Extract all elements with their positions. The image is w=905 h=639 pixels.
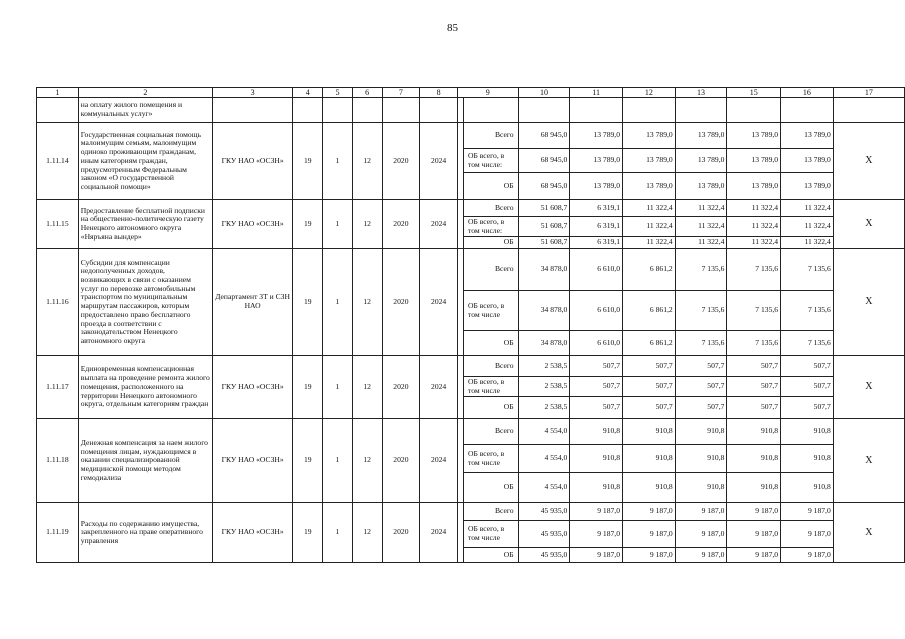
empty-cell [37,98,79,123]
amount-cell: 13 789,0 [781,123,834,149]
header-cell: 5 [323,88,353,98]
amount-cell: 13 789,0 [781,149,834,173]
item-name-cell: Расходы по содержанию имущества, закрепленного на праве оперативного управления [78,503,212,563]
funding-source-label: Всего [494,202,514,212]
col5-cell: 1 [323,356,353,419]
amount-cell: 7 135,6 [675,291,727,331]
amount-cell: 9 187,0 [675,548,727,563]
empty-cell [293,98,323,123]
amount-cell: 9 187,0 [623,521,676,548]
amount-cell: 507,7 [623,356,676,377]
amount-cell: 11 322,4 [675,237,727,249]
amount-cell: 34 878,0 [518,331,570,356]
amount-cell: 11 322,4 [781,200,834,217]
amount-cell: 7 135,6 [727,331,781,356]
funding-source-cell [463,291,518,331]
amount-cell: 51 608,7 [518,217,570,237]
funding-source-cell [463,149,518,173]
header-cell: 17 [833,88,904,98]
amount-cell: 51 608,7 [518,200,570,217]
amount-cell: 507,7 [727,377,781,397]
program-table [36,87,905,563]
funding-source-cell [463,521,518,548]
item-name-cell: Государственная социальная помощь малоимущим семьям, малоимущим одиноко проживающим гражданам, иным категориям граждан, предусмотренным Федеральным законом «О государственной социальной помощи» [78,123,212,200]
item-code-cell: 1.11.16 [37,249,79,356]
funding-source-label: ОБ [503,402,514,412]
executor-cell: ГКУ НАО «ОСЗН» [212,419,293,503]
amount-cell: 7 135,6 [727,249,781,291]
col5-cell: 1 [323,200,353,249]
header-cell: 8 [420,88,458,98]
amount-cell: 507,7 [675,377,727,397]
funding-source-label: ОБ всего, в том числе [467,300,505,319]
header-cell: 2 [78,88,212,98]
funding-source-label: Всего [494,130,514,140]
funding-source-cell [463,237,518,249]
funding-source-cell [463,123,518,149]
empty-cell [420,98,458,123]
item-code-cell: 1.11.19 [37,503,79,563]
item-name-cell: Предоставление бесплатной подписки на общественно-политическую газету Ненецкого автономного округа «Няръяна вындер» [78,200,212,249]
empty-cell [463,98,518,123]
funding-source-cell [463,419,518,445]
amount-cell: 13 789,0 [675,173,727,200]
col6-cell: 12 [352,200,382,249]
amount-cell: 4 554,0 [518,445,570,473]
result-mark-cell: X [833,356,904,419]
end-year-cell: 2024 [420,356,458,419]
result-mark-cell: X [833,123,904,200]
amount-cell: 34 878,0 [518,291,570,331]
header-cell: 4 [293,88,323,98]
empty-cell [518,98,570,123]
funding-source-label: Всего [494,264,514,274]
amount-cell: 13 789,0 [781,173,834,200]
col4-cell: 19 [293,200,323,249]
amount-cell: 507,7 [675,356,727,377]
amount-cell: 507,7 [623,397,676,419]
amount-cell: 13 789,0 [570,173,623,200]
funding-source-label: ОБ всего, в том числе: [467,216,505,235]
funding-source-cell [463,173,518,200]
amount-cell: 910,8 [570,473,623,503]
empty-cell [352,98,382,123]
amount-cell: 9 187,0 [570,503,623,521]
executor-cell: ГКУ НАО «ОСЗН» [212,503,293,563]
amount-cell: 68 945,0 [518,173,570,200]
amount-cell: 7 135,6 [781,291,834,331]
end-year-cell: 2024 [420,249,458,356]
end-year-cell: 2024 [420,503,458,563]
item-code-cell: 1.11.15 [37,200,79,249]
funding-source-cell [463,503,518,521]
col5-cell: 1 [323,419,353,503]
amount-cell: 910,8 [727,419,781,445]
amount-cell: 6 319,1 [570,200,623,217]
item-code-cell: 1.11.14 [37,123,79,200]
col6-cell: 12 [352,123,382,200]
funding-source-cell [463,548,518,563]
funding-source-label: ОБ всего, в том числе [467,448,505,467]
amount-cell: 2 538,5 [518,397,570,419]
amount-cell: 2 538,5 [518,377,570,397]
amount-cell: 7 135,6 [675,249,727,291]
empty-cell [675,98,727,123]
header-cell: 10 [518,88,570,98]
result-mark-cell: X [833,503,904,563]
funding-source-cell [463,473,518,503]
continuation-row [37,98,905,123]
amount-cell: 13 789,0 [727,123,781,149]
item-code-cell: 1.11.17 [37,356,79,419]
amount-cell: 9 187,0 [623,548,676,563]
amount-cell: 910,8 [781,473,834,503]
amount-cell: 507,7 [727,397,781,419]
amount-cell: 9 187,0 [675,521,727,548]
col4-cell: 19 [293,503,323,563]
amount-cell: 13 789,0 [623,123,676,149]
amount-cell: 6 861,2 [623,249,676,291]
table-row [37,419,905,445]
amount-cell: 6 319,1 [570,237,623,249]
empty-cell [570,98,623,123]
amount-cell: 910,8 [623,473,676,503]
amount-cell: 9 187,0 [781,503,834,521]
funding-source-cell [463,377,518,397]
header-cell: 16 [781,88,834,98]
amount-cell: 11 322,4 [727,237,781,249]
funding-source-label: Всего [494,506,514,516]
empty-cell [623,98,676,123]
amount-cell: 68 945,0 [518,149,570,173]
funding-source-label: ОБ всего, в том числе [467,524,505,543]
amount-cell: 11 322,4 [781,237,834,249]
header-cell: 7 [382,88,420,98]
header-cell: 15 [727,88,781,98]
amount-cell: 11 322,4 [675,217,727,237]
amount-cell: 6 861,2 [623,291,676,331]
amount-cell: 9 187,0 [781,521,834,548]
result-mark-cell: X [833,200,904,249]
start-year-cell: 2020 [382,200,420,249]
col6-cell: 12 [352,419,382,503]
col6-cell: 12 [352,249,382,356]
col4-cell: 19 [293,356,323,419]
amount-cell: 13 789,0 [623,173,676,200]
amount-cell: 910,8 [781,419,834,445]
header-cell: 13 [675,88,727,98]
start-year-cell: 2020 [382,419,420,503]
executor-cell: Департамент ЗТ и СЗН НАО [212,249,293,356]
amount-cell: 4 554,0 [518,419,570,445]
header-cell: 6 [352,88,382,98]
amount-cell: 68 945,0 [518,123,570,149]
header-cell: 11 [570,88,623,98]
amount-cell: 13 789,0 [570,149,623,173]
result-mark-cell: X [833,419,904,503]
funding-source-label: ОБ [503,237,514,247]
amount-cell: 13 789,0 [675,123,727,149]
amount-cell: 45 935,0 [518,521,570,548]
funding-source-cell [463,445,518,473]
empty-cell [781,98,834,123]
amount-cell: 6 610,0 [570,331,623,356]
start-year-cell: 2020 [382,249,420,356]
amount-cell: 9 187,0 [727,503,781,521]
header-cell: 3 [212,88,293,98]
amount-cell: 13 789,0 [623,149,676,173]
empty-cell [323,98,353,123]
amount-cell: 9 187,0 [781,548,834,563]
amount-cell: 910,8 [675,473,727,503]
amount-cell: 910,8 [781,445,834,473]
executor-cell: ГКУ НАО «ОСЗН» [212,356,293,419]
amount-cell: 507,7 [623,377,676,397]
start-year-cell: 2020 [382,356,420,419]
amount-cell: 13 789,0 [727,149,781,173]
empty-cell [727,98,781,123]
amount-cell: 910,8 [623,419,676,445]
amount-cell: 507,7 [781,397,834,419]
header-cell: 12 [623,88,676,98]
end-year-cell: 2024 [420,419,458,503]
amount-cell: 51 608,7 [518,237,570,249]
funding-source-label: Всего [494,426,514,436]
col4-cell: 19 [293,249,323,356]
executor-cell: ГКУ НАО «ОСЗН» [212,123,293,200]
amount-cell: 9 187,0 [623,503,676,521]
amount-cell: 910,8 [570,445,623,473]
page-number: 85 [447,22,458,34]
funding-source-label: ОБ [503,337,514,347]
table-row [37,249,905,291]
start-year-cell: 2020 [382,503,420,563]
col4-cell: 19 [293,419,323,503]
amount-cell: 9 187,0 [727,548,781,563]
continued-name-cell: на оплату жилого помещения и коммунальных услуг» [78,98,212,123]
col5-cell: 1 [323,123,353,200]
empty-cell [833,98,904,123]
amount-cell: 6 610,0 [570,249,623,291]
amount-cell: 13 789,0 [570,123,623,149]
amount-cell: 507,7 [727,356,781,377]
funding-source-cell [463,249,518,291]
funding-source-label: ОБ всего, в том числе [467,376,505,395]
amount-cell: 45 935,0 [518,548,570,563]
funding-source-label: ОБ [503,180,514,190]
item-name-cell: Единовременная компенсационная выплата на проведение ремонта жилого помещения, расположенного на территории Ненецкого автономного округа, отдельным категориям граждан [78,356,212,419]
funding-source-label: ОБ [503,549,514,559]
header-cell: 9 [458,88,519,98]
end-year-cell: 2024 [420,123,458,200]
col6-cell: 12 [352,503,382,563]
amount-cell: 910,8 [727,473,781,503]
end-year-cell: 2024 [420,200,458,249]
amount-cell: 507,7 [675,397,727,419]
empty-cell [382,98,420,123]
col6-cell: 12 [352,356,382,419]
amount-cell: 2 538,5 [518,356,570,377]
amount-cell: 13 789,0 [727,173,781,200]
amount-cell: 7 135,6 [781,331,834,356]
funding-source-label: Всего [494,360,514,370]
table-row [37,123,905,149]
funding-source-cell [463,356,518,377]
amount-cell: 9 187,0 [570,548,623,563]
item-name-cell: Субсидии для компенсации недополученных доходов, возникающих в связи с оказанием услуг по перевозке автомобильным транспортом по муниципальным маршрутам пассажиров, которым предоставлено право бесплатного проезда в соответствии с законодательством Ненецкого автономного округа [78,249,212,356]
col4-cell: 19 [293,123,323,200]
amount-cell: 6 610,0 [570,291,623,331]
result-mark-cell: X [833,249,904,356]
table-row [37,503,905,521]
amount-cell: 9 187,0 [727,521,781,548]
amount-cell: 6 319,1 [570,217,623,237]
amount-cell: 11 322,4 [623,200,676,217]
amount-cell: 910,8 [727,445,781,473]
amount-cell: 45 935,0 [518,503,570,521]
funding-source-label: ОБ всего, в том числе: [467,150,505,169]
amount-cell: 910,8 [675,445,727,473]
table-row [37,200,905,217]
amount-cell: 507,7 [570,356,623,377]
amount-cell: 34 878,0 [518,249,570,291]
amount-cell: 507,7 [570,397,623,419]
col5-cell: 1 [323,503,353,563]
amount-cell: 9 187,0 [675,503,727,521]
funding-source-cell [463,397,518,419]
table-row [37,356,905,377]
start-year-cell: 2020 [382,123,420,200]
amount-cell: 507,7 [781,356,834,377]
amount-cell: 507,7 [781,377,834,397]
amount-cell: 507,7 [570,377,623,397]
header-cell: 1 [37,88,79,98]
amount-cell: 7 135,6 [675,331,727,356]
item-name-cell: Денежная компенсация за наем жилого помещения лицам, нуждающимся в оказании специализированной медицинской помощи методом гемодиализа [78,419,212,503]
funding-source-cell [463,217,518,237]
amount-cell: 11 322,4 [781,217,834,237]
funding-source-cell [463,331,518,356]
header-row [37,88,905,98]
executor-cell: ГКУ НАО «ОСЗН» [212,200,293,249]
amount-cell: 910,8 [675,419,727,445]
amount-cell: 7 135,6 [781,249,834,291]
amount-cell: 11 322,4 [623,237,676,249]
item-code-cell: 1.11.18 [37,419,79,503]
amount-cell: 910,8 [623,445,676,473]
amount-cell: 910,8 [570,419,623,445]
amount-cell: 9 187,0 [570,521,623,548]
funding-source-label: ОБ [503,482,514,492]
amount-cell: 4 554,0 [518,473,570,503]
amount-cell: 11 322,4 [727,200,781,217]
amount-cell: 13 789,0 [675,149,727,173]
amount-cell: 11 322,4 [675,200,727,217]
amount-cell: 11 322,4 [727,217,781,237]
amount-cell: 11 322,4 [623,217,676,237]
funding-source-cell [463,200,518,217]
amount-cell: 7 135,6 [727,291,781,331]
empty-cell [212,98,293,123]
col5-cell: 1 [323,249,353,356]
amount-cell: 6 861,2 [623,331,676,356]
